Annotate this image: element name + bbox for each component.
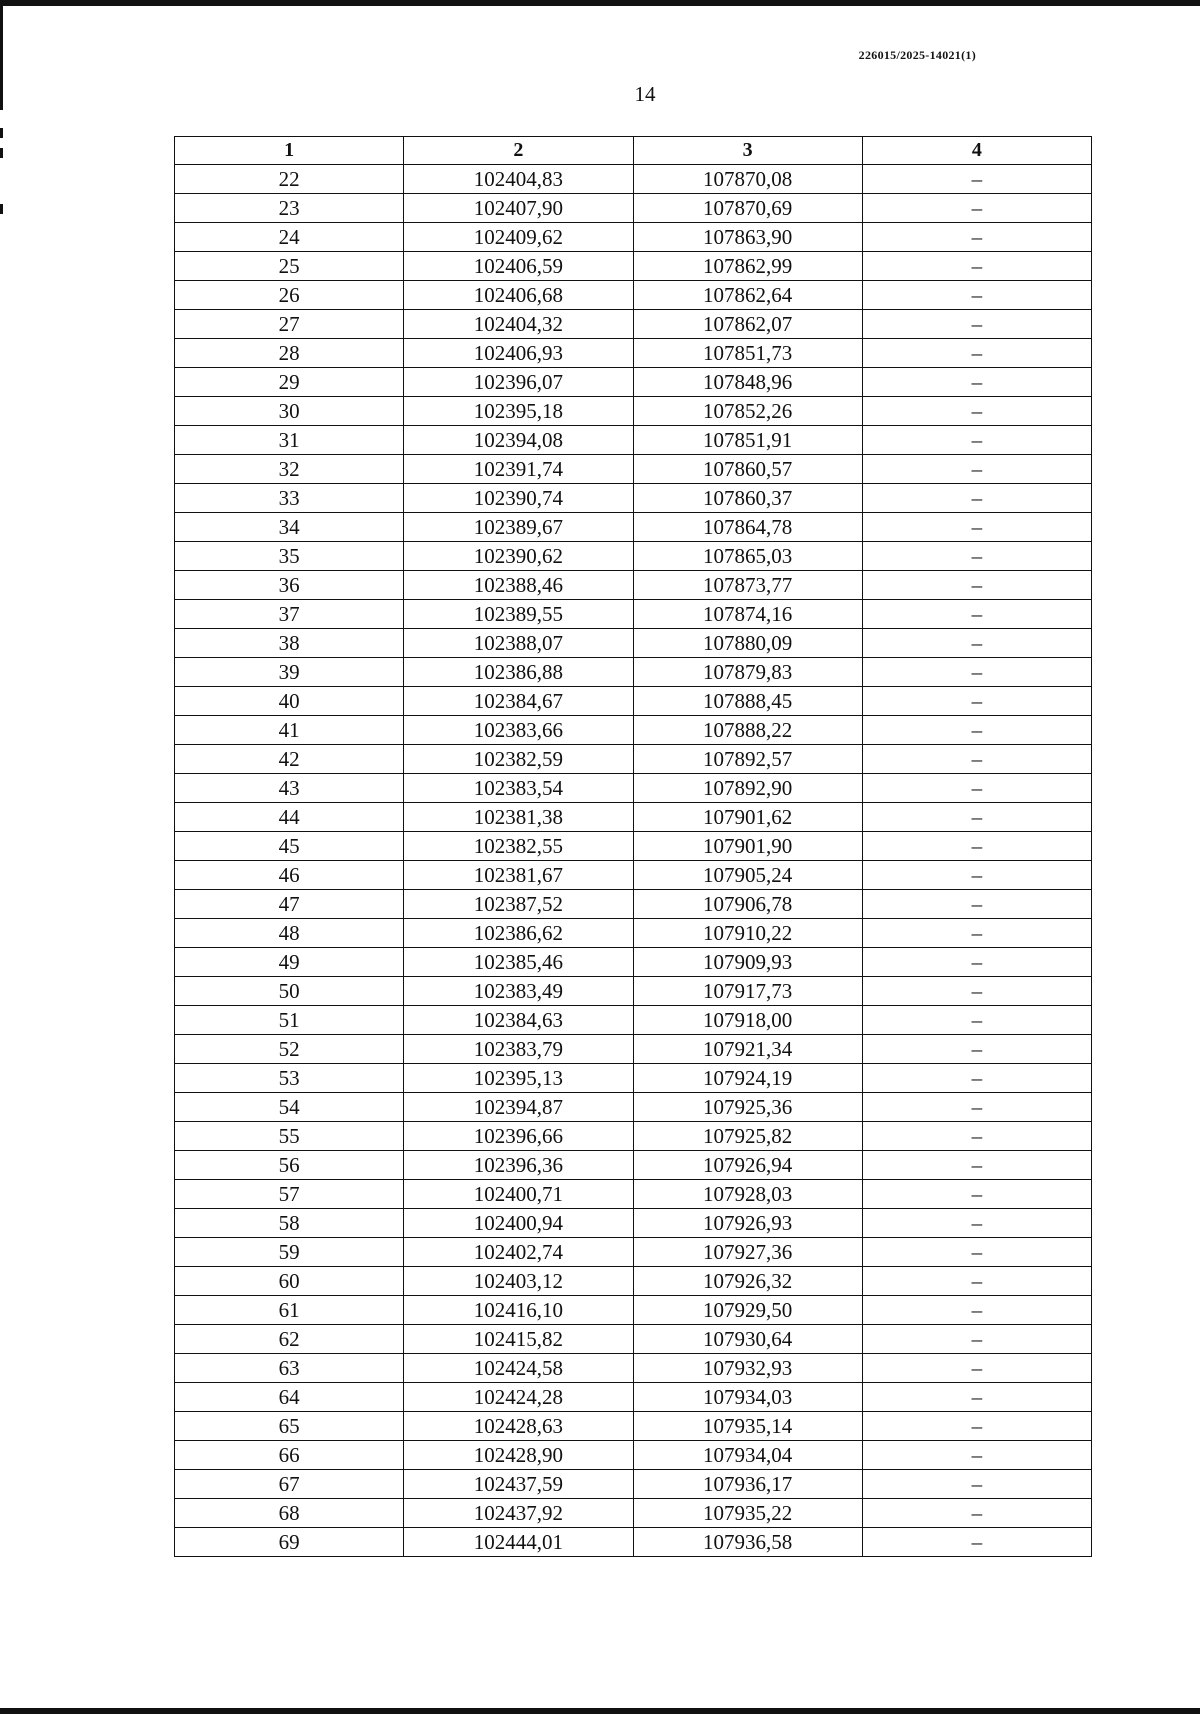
note-cell: – bbox=[862, 977, 1091, 1006]
point-number-cell: 41 bbox=[175, 716, 404, 745]
note-cell: – bbox=[862, 252, 1091, 281]
x-coordinate-cell: 102396,66 bbox=[404, 1122, 633, 1151]
table-row bbox=[175, 600, 1092, 629]
y-coordinate-cell: 107870,08 bbox=[633, 165, 862, 194]
note-cell: – bbox=[862, 803, 1091, 832]
note-cell: – bbox=[862, 484, 1091, 513]
table-row bbox=[175, 1412, 1092, 1441]
y-coordinate-cell: 107929,50 bbox=[633, 1296, 862, 1325]
point-number-cell: 64 bbox=[175, 1383, 404, 1412]
x-coordinate-cell: 102389,67 bbox=[404, 513, 633, 542]
table-row bbox=[175, 571, 1092, 600]
table-row bbox=[175, 1383, 1092, 1412]
column-header: 2 bbox=[404, 137, 633, 165]
note-cell: – bbox=[862, 716, 1091, 745]
point-number-cell: 58 bbox=[175, 1209, 404, 1238]
point-number-cell: 62 bbox=[175, 1325, 404, 1354]
x-coordinate-cell: 102388,07 bbox=[404, 629, 633, 658]
point-number-cell: 29 bbox=[175, 368, 404, 397]
point-number-cell: 43 bbox=[175, 774, 404, 803]
note-cell: – bbox=[862, 1325, 1091, 1354]
y-coordinate-cell: 107906,78 bbox=[633, 890, 862, 919]
table-row bbox=[175, 542, 1092, 571]
x-coordinate-cell: 102395,18 bbox=[404, 397, 633, 426]
column-header: 4 bbox=[862, 137, 1091, 165]
scan-left-tick bbox=[0, 148, 3, 158]
column-header: 1 bbox=[175, 137, 404, 165]
y-coordinate-cell: 107925,36 bbox=[633, 1093, 862, 1122]
y-coordinate-cell: 107879,83 bbox=[633, 658, 862, 687]
x-coordinate-cell: 102389,55 bbox=[404, 600, 633, 629]
note-cell: – bbox=[862, 1006, 1091, 1035]
table-row bbox=[175, 484, 1092, 513]
table-row bbox=[175, 1296, 1092, 1325]
note-cell: – bbox=[862, 1180, 1091, 1209]
y-coordinate-cell: 107909,93 bbox=[633, 948, 862, 977]
table-row bbox=[175, 1180, 1092, 1209]
point-number-cell: 38 bbox=[175, 629, 404, 658]
note-cell: – bbox=[862, 281, 1091, 310]
y-coordinate-cell: 107932,93 bbox=[633, 1354, 862, 1383]
point-number-cell: 54 bbox=[175, 1093, 404, 1122]
x-coordinate-cell: 102382,59 bbox=[404, 745, 633, 774]
table-row bbox=[175, 339, 1092, 368]
y-coordinate-cell: 107934,04 bbox=[633, 1441, 862, 1470]
note-cell: – bbox=[862, 571, 1091, 600]
note-cell: – bbox=[862, 1238, 1091, 1267]
note-cell: – bbox=[862, 1151, 1091, 1180]
x-coordinate-cell: 102409,62 bbox=[404, 223, 633, 252]
note-cell: – bbox=[862, 339, 1091, 368]
point-number-cell: 60 bbox=[175, 1267, 404, 1296]
y-coordinate-cell: 107901,90 bbox=[633, 832, 862, 861]
x-coordinate-cell: 102437,92 bbox=[404, 1499, 633, 1528]
x-coordinate-cell: 102387,52 bbox=[404, 890, 633, 919]
note-cell: – bbox=[862, 774, 1091, 803]
x-coordinate-cell: 102386,88 bbox=[404, 658, 633, 687]
x-coordinate-cell: 102396,07 bbox=[404, 368, 633, 397]
table-row bbox=[175, 1006, 1092, 1035]
point-number-cell: 36 bbox=[175, 571, 404, 600]
point-number-cell: 59 bbox=[175, 1238, 404, 1267]
point-number-cell: 68 bbox=[175, 1499, 404, 1528]
y-coordinate-cell: 107860,57 bbox=[633, 455, 862, 484]
note-cell: – bbox=[862, 658, 1091, 687]
x-coordinate-cell: 102388,46 bbox=[404, 571, 633, 600]
x-coordinate-cell: 102384,67 bbox=[404, 687, 633, 716]
x-coordinate-cell: 102437,59 bbox=[404, 1470, 633, 1499]
point-number-cell: 22 bbox=[175, 165, 404, 194]
table-row bbox=[175, 455, 1092, 484]
point-number-cell: 28 bbox=[175, 339, 404, 368]
point-number-cell: 47 bbox=[175, 890, 404, 919]
y-coordinate-cell: 107926,32 bbox=[633, 1267, 862, 1296]
note-cell: – bbox=[862, 629, 1091, 658]
y-coordinate-cell: 107935,22 bbox=[633, 1499, 862, 1528]
x-coordinate-cell: 102396,36 bbox=[404, 1151, 633, 1180]
table-row bbox=[175, 658, 1092, 687]
table-row bbox=[175, 948, 1092, 977]
note-cell: – bbox=[862, 919, 1091, 948]
x-coordinate-cell: 102406,68 bbox=[404, 281, 633, 310]
note-cell: – bbox=[862, 890, 1091, 919]
point-number-cell: 32 bbox=[175, 455, 404, 484]
point-number-cell: 69 bbox=[175, 1528, 404, 1557]
table-row bbox=[175, 223, 1092, 252]
y-coordinate-cell: 107930,64 bbox=[633, 1325, 862, 1354]
point-number-cell: 23 bbox=[175, 194, 404, 223]
y-coordinate-cell: 107852,26 bbox=[633, 397, 862, 426]
point-number-cell: 52 bbox=[175, 1035, 404, 1064]
x-coordinate-cell: 102386,62 bbox=[404, 919, 633, 948]
y-coordinate-cell: 107874,16 bbox=[633, 600, 862, 629]
point-number-cell: 30 bbox=[175, 397, 404, 426]
point-number-cell: 34 bbox=[175, 513, 404, 542]
note-cell: – bbox=[862, 1354, 1091, 1383]
table-body bbox=[175, 165, 1092, 1557]
x-coordinate-cell: 102383,49 bbox=[404, 977, 633, 1006]
point-number-cell: 67 bbox=[175, 1470, 404, 1499]
point-number-cell: 45 bbox=[175, 832, 404, 861]
y-coordinate-cell: 107901,62 bbox=[633, 803, 862, 832]
note-cell: – bbox=[862, 368, 1091, 397]
x-coordinate-cell: 102406,93 bbox=[404, 339, 633, 368]
table-row bbox=[175, 629, 1092, 658]
table-row bbox=[175, 1035, 1092, 1064]
note-cell: – bbox=[862, 1035, 1091, 1064]
x-coordinate-cell: 102424,28 bbox=[404, 1383, 633, 1412]
note-cell: – bbox=[862, 165, 1091, 194]
x-coordinate-cell: 102400,71 bbox=[404, 1180, 633, 1209]
x-coordinate-cell: 102385,46 bbox=[404, 948, 633, 977]
x-coordinate-cell: 102390,62 bbox=[404, 542, 633, 571]
x-coordinate-cell: 102415,82 bbox=[404, 1325, 633, 1354]
point-number-cell: 48 bbox=[175, 919, 404, 948]
table-header-row bbox=[175, 137, 1092, 165]
note-cell: – bbox=[862, 223, 1091, 252]
table-row bbox=[175, 1122, 1092, 1151]
note-cell: – bbox=[862, 1296, 1091, 1325]
x-coordinate-cell: 102383,54 bbox=[404, 774, 633, 803]
point-number-cell: 24 bbox=[175, 223, 404, 252]
column-header: 3 bbox=[633, 137, 862, 165]
note-cell: – bbox=[862, 600, 1091, 629]
x-coordinate-cell: 102416,10 bbox=[404, 1296, 633, 1325]
x-coordinate-cell: 102400,94 bbox=[404, 1209, 633, 1238]
point-number-cell: 51 bbox=[175, 1006, 404, 1035]
point-number-cell: 49 bbox=[175, 948, 404, 977]
y-coordinate-cell: 107851,73 bbox=[633, 339, 862, 368]
table-row bbox=[175, 803, 1092, 832]
table-row bbox=[175, 1499, 1092, 1528]
y-coordinate-cell: 107851,91 bbox=[633, 426, 862, 455]
point-number-cell: 44 bbox=[175, 803, 404, 832]
coordinates-table bbox=[174, 136, 1092, 1557]
y-coordinate-cell: 107925,82 bbox=[633, 1122, 862, 1151]
point-number-cell: 53 bbox=[175, 1064, 404, 1093]
note-cell: – bbox=[862, 455, 1091, 484]
note-cell: – bbox=[862, 1093, 1091, 1122]
note-cell: – bbox=[862, 1209, 1091, 1238]
y-coordinate-cell: 107936,17 bbox=[633, 1470, 862, 1499]
table-row bbox=[175, 919, 1092, 948]
y-coordinate-cell: 107862,64 bbox=[633, 281, 862, 310]
table-row bbox=[175, 774, 1092, 803]
y-coordinate-cell: 107936,58 bbox=[633, 1528, 862, 1557]
x-coordinate-cell: 102403,12 bbox=[404, 1267, 633, 1296]
table-row bbox=[175, 252, 1092, 281]
note-cell: – bbox=[862, 861, 1091, 890]
y-coordinate-cell: 107860,37 bbox=[633, 484, 862, 513]
x-coordinate-cell: 102383,79 bbox=[404, 1035, 633, 1064]
table-row bbox=[175, 1151, 1092, 1180]
scan-left-tick bbox=[0, 204, 3, 214]
table-row bbox=[175, 716, 1092, 745]
y-coordinate-cell: 107935,14 bbox=[633, 1412, 862, 1441]
note-cell: – bbox=[862, 397, 1091, 426]
point-number-cell: 42 bbox=[175, 745, 404, 774]
scan-bottom-edge bbox=[0, 1708, 1200, 1714]
note-cell: – bbox=[862, 1528, 1091, 1557]
x-coordinate-cell: 102424,58 bbox=[404, 1354, 633, 1383]
point-number-cell: 56 bbox=[175, 1151, 404, 1180]
table-row bbox=[175, 1064, 1092, 1093]
y-coordinate-cell: 107892,57 bbox=[633, 745, 862, 774]
y-coordinate-cell: 107864,78 bbox=[633, 513, 862, 542]
x-coordinate-cell: 102407,90 bbox=[404, 194, 633, 223]
x-coordinate-cell: 102404,83 bbox=[404, 165, 633, 194]
y-coordinate-cell: 107917,73 bbox=[633, 977, 862, 1006]
note-cell: – bbox=[862, 513, 1091, 542]
note-cell: – bbox=[862, 1267, 1091, 1296]
table-row bbox=[175, 1209, 1092, 1238]
point-number-cell: 35 bbox=[175, 542, 404, 571]
y-coordinate-cell: 107934,03 bbox=[633, 1383, 862, 1412]
x-coordinate-cell: 102444,01 bbox=[404, 1528, 633, 1557]
y-coordinate-cell: 107865,03 bbox=[633, 542, 862, 571]
note-cell: – bbox=[862, 1064, 1091, 1093]
x-coordinate-cell: 102402,74 bbox=[404, 1238, 633, 1267]
x-coordinate-cell: 102384,63 bbox=[404, 1006, 633, 1035]
y-coordinate-cell: 107892,90 bbox=[633, 774, 862, 803]
table-row bbox=[175, 1528, 1092, 1557]
table-row bbox=[175, 397, 1092, 426]
point-number-cell: 26 bbox=[175, 281, 404, 310]
y-coordinate-cell: 107870,69 bbox=[633, 194, 862, 223]
point-number-cell: 33 bbox=[175, 484, 404, 513]
note-cell: – bbox=[862, 426, 1091, 455]
note-cell: – bbox=[862, 1383, 1091, 1412]
x-coordinate-cell: 102394,87 bbox=[404, 1093, 633, 1122]
x-coordinate-cell: 102404,32 bbox=[404, 310, 633, 339]
table-row bbox=[175, 1441, 1092, 1470]
note-cell: – bbox=[862, 310, 1091, 339]
table-row bbox=[175, 426, 1092, 455]
y-coordinate-cell: 107927,36 bbox=[633, 1238, 862, 1267]
point-number-cell: 63 bbox=[175, 1354, 404, 1383]
y-coordinate-cell: 107924,19 bbox=[633, 1064, 862, 1093]
note-cell: – bbox=[862, 745, 1091, 774]
table-row bbox=[175, 1325, 1092, 1354]
table-row bbox=[175, 1238, 1092, 1267]
point-number-cell: 37 bbox=[175, 600, 404, 629]
y-coordinate-cell: 107862,99 bbox=[633, 252, 862, 281]
x-coordinate-cell: 102383,66 bbox=[404, 716, 633, 745]
note-cell: – bbox=[862, 687, 1091, 716]
note-cell: – bbox=[862, 1412, 1091, 1441]
table-row bbox=[175, 368, 1092, 397]
y-coordinate-cell: 107921,34 bbox=[633, 1035, 862, 1064]
x-coordinate-cell: 102381,67 bbox=[404, 861, 633, 890]
note-cell: – bbox=[862, 194, 1091, 223]
note-cell: – bbox=[862, 1441, 1091, 1470]
table-row bbox=[175, 1267, 1092, 1296]
x-coordinate-cell: 102382,55 bbox=[404, 832, 633, 861]
point-number-cell: 25 bbox=[175, 252, 404, 281]
point-number-cell: 31 bbox=[175, 426, 404, 455]
point-number-cell: 50 bbox=[175, 977, 404, 1006]
x-coordinate-cell: 102428,63 bbox=[404, 1412, 633, 1441]
point-number-cell: 61 bbox=[175, 1296, 404, 1325]
y-coordinate-cell: 107910,22 bbox=[633, 919, 862, 948]
table-row bbox=[175, 977, 1092, 1006]
y-coordinate-cell: 107926,94 bbox=[633, 1151, 862, 1180]
note-cell: – bbox=[862, 1470, 1091, 1499]
table-row bbox=[175, 832, 1092, 861]
note-cell: – bbox=[862, 948, 1091, 977]
note-cell: – bbox=[862, 542, 1091, 571]
table-row bbox=[175, 745, 1092, 774]
document-reference: 226015/2025-14021(1) bbox=[858, 48, 976, 62]
table-row bbox=[175, 1354, 1092, 1383]
y-coordinate-cell: 107905,24 bbox=[633, 861, 862, 890]
y-coordinate-cell: 107888,45 bbox=[633, 687, 862, 716]
y-coordinate-cell: 107848,96 bbox=[633, 368, 862, 397]
x-coordinate-cell: 102406,59 bbox=[404, 252, 633, 281]
point-number-cell: 65 bbox=[175, 1412, 404, 1441]
point-number-cell: 39 bbox=[175, 658, 404, 687]
point-number-cell: 57 bbox=[175, 1180, 404, 1209]
page-number: 14 bbox=[634, 82, 656, 106]
y-coordinate-cell: 107888,22 bbox=[633, 716, 862, 745]
point-number-cell: 46 bbox=[175, 861, 404, 890]
note-cell: – bbox=[862, 832, 1091, 861]
table-row bbox=[175, 194, 1092, 223]
x-coordinate-cell: 102390,74 bbox=[404, 484, 633, 513]
table-row bbox=[175, 861, 1092, 890]
point-number-cell: 55 bbox=[175, 1122, 404, 1151]
note-cell: – bbox=[862, 1122, 1091, 1151]
point-number-cell: 27 bbox=[175, 310, 404, 339]
y-coordinate-cell: 107926,93 bbox=[633, 1209, 862, 1238]
y-coordinate-cell: 107873,77 bbox=[633, 571, 862, 600]
scan-left-tick bbox=[0, 128, 3, 138]
table-row bbox=[175, 687, 1092, 716]
y-coordinate-cell: 107928,03 bbox=[633, 1180, 862, 1209]
x-coordinate-cell: 102394,08 bbox=[404, 426, 633, 455]
x-coordinate-cell: 102381,38 bbox=[404, 803, 633, 832]
table-row bbox=[175, 890, 1092, 919]
y-coordinate-cell: 107862,07 bbox=[633, 310, 862, 339]
x-coordinate-cell: 102395,13 bbox=[404, 1064, 633, 1093]
table-row bbox=[175, 1093, 1092, 1122]
y-coordinate-cell: 107863,90 bbox=[633, 223, 862, 252]
table-row bbox=[175, 281, 1092, 310]
point-number-cell: 66 bbox=[175, 1441, 404, 1470]
scan-top-edge bbox=[0, 0, 1200, 6]
point-number-cell: 40 bbox=[175, 687, 404, 716]
table-row bbox=[175, 513, 1092, 542]
x-coordinate-cell: 102391,74 bbox=[404, 455, 633, 484]
table-row bbox=[175, 1470, 1092, 1499]
note-cell: – bbox=[862, 1499, 1091, 1528]
table-row bbox=[175, 165, 1092, 194]
table-row bbox=[175, 310, 1092, 339]
y-coordinate-cell: 107880,09 bbox=[633, 629, 862, 658]
y-coordinate-cell: 107918,00 bbox=[633, 1006, 862, 1035]
x-coordinate-cell: 102428,90 bbox=[404, 1441, 633, 1470]
